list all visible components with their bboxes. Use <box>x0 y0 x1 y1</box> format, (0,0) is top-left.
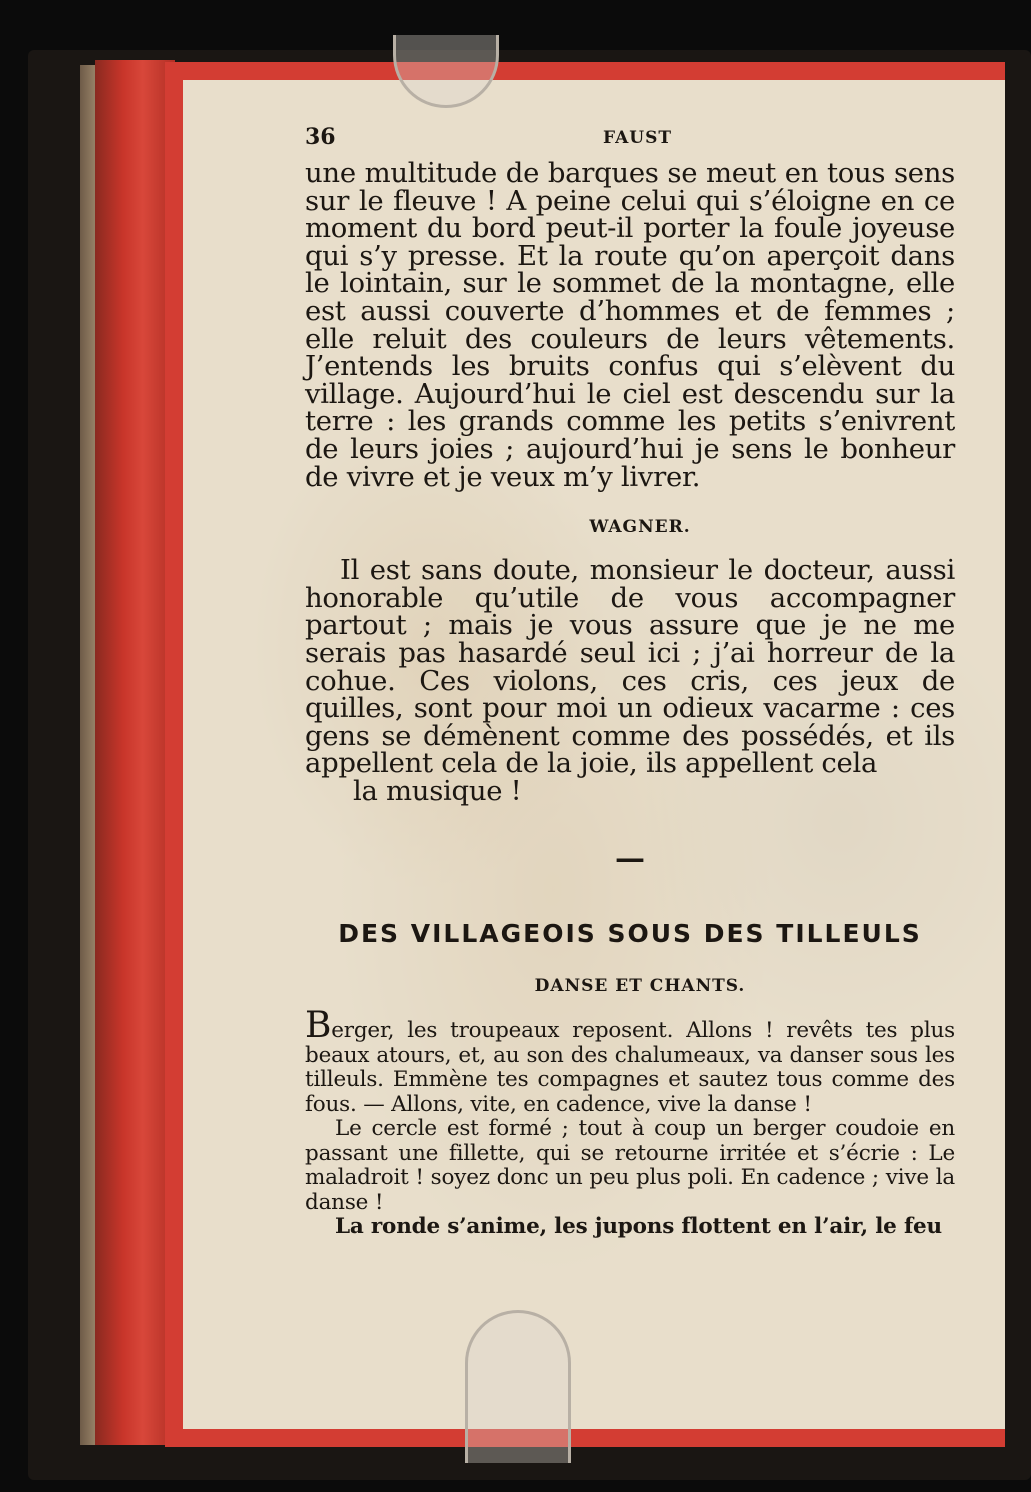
section-title: DES VILLAGEOIS SOUS DES TILLEULS <box>338 919 922 949</box>
section-separator: — <box>615 841 645 877</box>
page-number: 36 <box>305 124 336 150</box>
paragraph-2-end: la musique ! <box>353 774 522 807</box>
drop-cap: B <box>305 1005 332 1047</box>
speaker-name: WAGNER. <box>589 517 691 538</box>
page-text <box>305 120 955 1240</box>
song-verse-1-text: erger, les troupeaux reposent. Allons ! revêts tes plus beaux atours, et, au son des chalumeaux, va danser sous les tilleuls. Emmène tes compagnes et sautez tous comme des fous. — Allons, vite, en cadence, vive la danse ! <box>305 1018 955 1117</box>
page-header <box>305 120 955 160</box>
song-verse-2: Le cercle est formé ; tout à coup un berger coudoie en passant une fillette, qui se retourne irritée et s’écrie : Le maladroit ! soyez donc un peu plus poli. En cadence ; vive la danse ! <box>305 1116 955 1215</box>
paragraph-2: Il est sans doute, monsieur le docteur, aussi honorable qu’utile de vous accompagner partout ; mais je vous assure que je ne me serais pas hasardé seul ici ; j’ai horreur de la cohue. Ces violons, ces cris, ces jeux de quilles, sont pour moi un odieux vacarme : ces gens se démènent comme des possédés, et ils appellent cela de la joie, ils appellent cela <box>305 554 955 780</box>
paragraph-1: une multitude de barques se meut en tous sens sur le fleuve ! A peine celui qui s’éloigne en ce moment du bord peut-il porter la foule joyeuse qui s’y presse. Et la route qu’on aperçoit dans le lointain, sur le sommet de la montagne, elle est aussi couverte d’hommes et de femmes ; elle reluit des couleurs de leurs vêtements. J’entends les bruits confus qui s’elèvent du village. Aujourd’hui le ciel est descendu sur la terre : les grands comme les petits s’enivrent de leurs joies ; aujourd’hui je sens le bonheur de vivre et je veux m’y livrer. <box>305 157 955 493</box>
red-page-edge <box>95 60 175 1445</box>
section-subtitle: DANSE ET CHANTS. <box>534 976 746 997</box>
running-title: FAUST <box>603 128 673 148</box>
song-verse-3: La ronde s’anime, les jupons flottent en l’air, le feu <box>335 1214 942 1240</box>
song-verse-1 <box>305 1005 955 1117</box>
clip-bottom <box>465 1310 571 1463</box>
